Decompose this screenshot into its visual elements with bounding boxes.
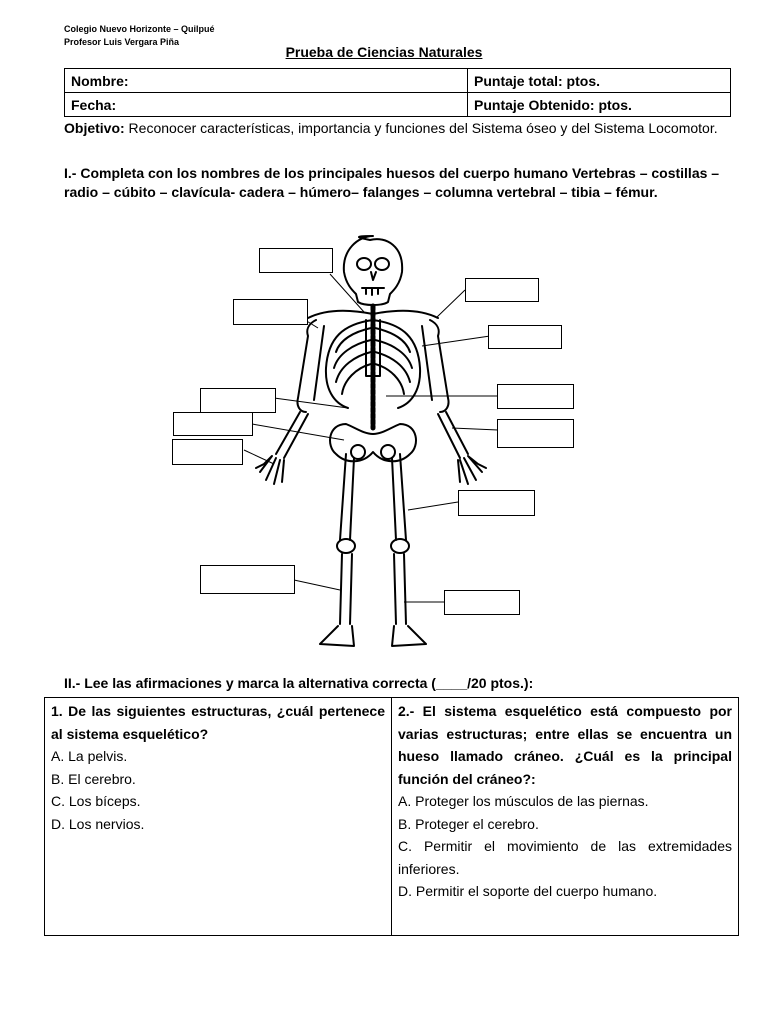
label-box-4[interactable] xyxy=(488,325,562,349)
section1-instruction: I.- Completa con los nombres de los principales huesos del cuerpo humano Vertebras – costillas – radio – cúbito – clavícula- cadera – húmero– falanges – columna vertebral – tibia – fémur. xyxy=(64,165,720,200)
label-box-7[interactable] xyxy=(173,412,253,436)
school-name: Colegio Nuevo Horizonte – Quilpué xyxy=(64,24,215,34)
label-box-12[interactable] xyxy=(444,590,520,615)
q1-option-d[interactable]: D. Los nervios. xyxy=(51,815,145,832)
name-field[interactable]: Nombre: xyxy=(65,69,468,93)
label-box-10[interactable] xyxy=(458,490,535,516)
label-box-11[interactable] xyxy=(200,565,295,594)
q2-option-a[interactable]: A. Proteger los músculos de las piernas. xyxy=(398,793,649,809)
question-2: 2.- El sistema esquelético está compuesto por varias estructuras; entre ellas se encuentra un hueso llamado cráneo. ¿Cuál es la principal función del cráneo?: xyxy=(398,703,732,787)
q1-option-b[interactable]: B. El cerebro. xyxy=(51,770,136,787)
question-1: 1. De las siguientes estructuras, ¿cuál pertenece al sistema esquelético? xyxy=(51,703,385,742)
q2-option-c[interactable]: C. Permitir el movimiento de las extremidades inferiores. xyxy=(398,838,732,877)
objective xyxy=(64,119,734,137)
page-title: Prueba de Ciencias Naturales xyxy=(285,44,483,60)
label-box-5[interactable] xyxy=(200,388,276,413)
questions-table xyxy=(44,697,739,936)
label-box-9[interactable] xyxy=(172,439,243,465)
label-box-3[interactable] xyxy=(233,299,308,325)
teacher-name: Profesor Luis Vergara Piña xyxy=(64,37,180,47)
q2-option-d[interactable]: D. Permitir el soporte del cuerpo humano. xyxy=(398,883,658,899)
label-box-8[interactable] xyxy=(497,419,574,448)
section2-instruction: II.- Lee las afirmaciones y marca la alternativa correcta (____/20 ptos.): xyxy=(64,675,534,691)
objective-text: Reconocer características, importancia y funciones del Sistema óseo y del Sistema Locomotor. xyxy=(124,120,718,136)
student-info-table xyxy=(64,68,731,117)
label-box-1[interactable] xyxy=(259,248,333,273)
q1-option-a[interactable]: A. La pelvis. xyxy=(51,748,128,764)
date-field[interactable]: Fecha: xyxy=(65,93,468,117)
question-cell-1 xyxy=(45,698,392,936)
total-score-field: Puntaje total: ptos. xyxy=(468,69,731,93)
question-cell-2 xyxy=(392,698,739,936)
q1-option-c[interactable]: C. Los bíceps. xyxy=(51,793,141,809)
label-box-2[interactable] xyxy=(465,278,539,302)
label-box-6[interactable] xyxy=(497,384,574,409)
obtained-score-field[interactable]: Puntaje Obtenido: ptos. xyxy=(468,93,731,117)
objective-label: Objetivo: xyxy=(64,120,125,136)
q2-option-b[interactable]: B. Proteger el cerebro. xyxy=(398,815,539,832)
